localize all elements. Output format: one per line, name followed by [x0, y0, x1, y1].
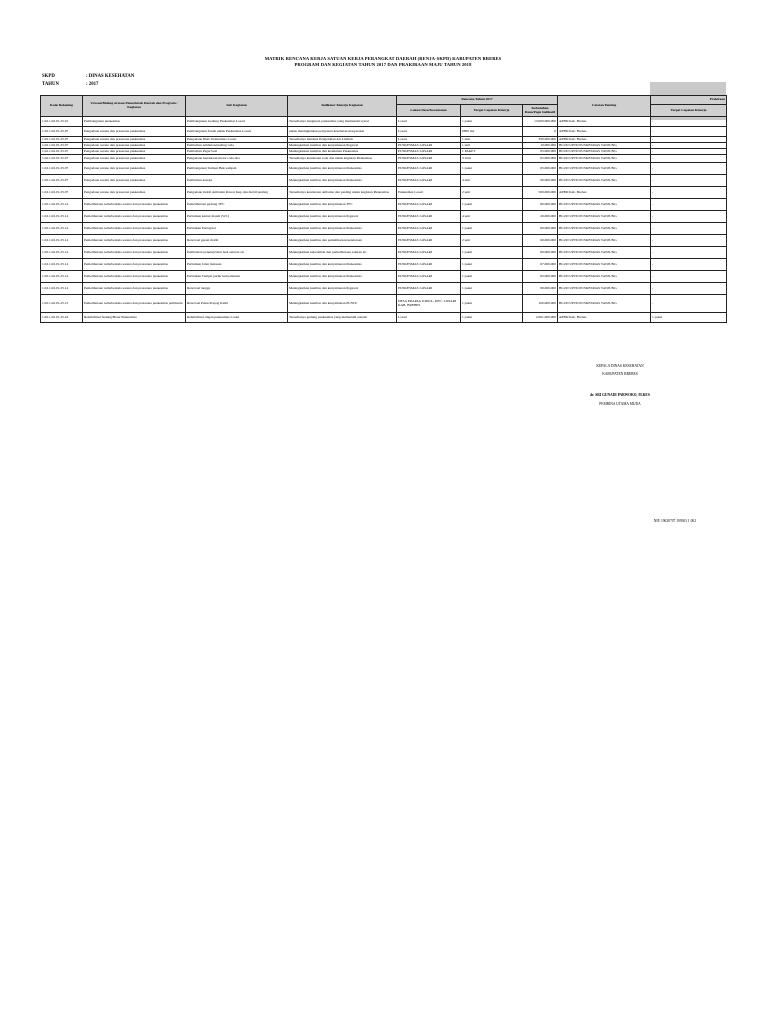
skpd-line	[42, 74, 134, 79]
cell-target: 1 unit	[461, 143, 523, 149]
signature-region: KABUPATEN BREBES	[602, 372, 638, 376]
cell-urusan: Pemeliharaan rutin/berkala sarana dan prasarana puskesmas	[83, 259, 186, 271]
cell-lokasi: PUSKESMAS LOSARI	[397, 247, 461, 259]
table-row	[41, 117, 727, 127]
table-row	[41, 313, 727, 323]
cell-kode: 1.02.1.02.01.25.07	[41, 155, 83, 163]
header-catatan: Catatan Penting	[558, 96, 651, 117]
cell-catatan: BLUD UPTD PUSKESMAS TANJUNG	[558, 271, 651, 283]
table-row	[41, 235, 727, 247]
cell-sub-kegiatan: Pengadaan kendaraan motor roda dua	[186, 155, 288, 163]
cell-indikator: Tersedianya bangunan puskesmas yang memenuhi syarat	[288, 117, 397, 127]
document-title-line2: PROGRAM DAN KEGIATAN TAHUN 2017 DAN PRAKIRAAN MAJU TAHUN 2018	[294, 62, 472, 67]
skpd-value: : DINAS KESEHATAN	[86, 74, 135, 79]
cell-indikator: Tersedianya Instalasi Pengolahan Air Limbah	[288, 137, 397, 143]
cell-target: 1 paket	[461, 163, 523, 175]
cell-urusan: Pengadaan sarana dan prasarana puskesmas	[83, 149, 186, 155]
cell-lokasi: PUSKESMAS LOSARI	[397, 271, 461, 283]
cell-target: 1 paket	[461, 271, 523, 283]
cell-target-prakiraan: -	[651, 247, 727, 259]
signature-name: dr. SRI GUNADI PARWOKO, M.KES	[590, 393, 650, 397]
cell-indikator: Tersedianya gedung puskesmas yang memenuhi standar	[288, 313, 397, 323]
cell-kode: 1.02.1.02.01.25.14	[41, 259, 83, 271]
cell-urusan: Pemeliharaan rutin/berkala sarana dan prasarana puskesmas pembantu	[83, 295, 186, 313]
cell-sub-kegiatan: Pembelian Pagar besi	[186, 149, 288, 155]
cell-urusan: Pembangunan puskesmas	[83, 117, 186, 127]
table-row	[41, 199, 727, 211]
table-row	[41, 187, 727, 199]
cell-catatan: BLUD UPTD PUSKESMAS TANJUNG	[558, 235, 651, 247]
cell-indikator: Meningkatkan kualitas dan kenyamanan Pegawai	[288, 283, 397, 295]
cell-dana: 350.000.000	[523, 137, 558, 143]
cell-lokasi: Puskesmas Losari	[397, 187, 461, 199]
tahun-label: TAHUN	[42, 82, 59, 87]
cell-catatan: BLUD UPTD PUSKESMAS TANJUNG	[558, 143, 651, 149]
cell-target-prakiraan: -	[651, 187, 727, 199]
cell-lokasi: PUSKESMAS LOSARI	[397, 143, 461, 149]
cell-indikator: Meningkatkan kualitas dan kenyamanan Puskesmas	[288, 163, 397, 175]
cell-target-prakiraan: -	[651, 117, 727, 127]
cell-target: 1 PAKET	[461, 149, 523, 155]
cell-kode: 1.02.1.02.01.25.14	[41, 199, 83, 211]
cell-urusan: Pemeliharaan rutin/berkala sarana dan prasarana puskesmas	[83, 199, 186, 211]
cell-dana: 60.000.000	[523, 235, 558, 247]
cell-kode: 1.02.1.02.01.25.14	[41, 283, 83, 295]
cell-lokasi: PUSKESMAS LOSARI	[397, 283, 461, 295]
cell-kode: 1.02.1.02.01.25.24	[41, 313, 83, 323]
cell-catatan: BLUD UPTD PUSKESMAS TANJUNG	[558, 163, 651, 175]
cell-indikator: Meningkatkan kualitas dan kenyamanan Pegawai	[288, 143, 397, 149]
table-row	[41, 283, 727, 295]
cell-indikator: Meningkatkan kualitas dan kenyamanan Puskesmas	[288, 259, 397, 271]
signature-title: KEPALA DINAS KESEHATAN	[596, 364, 644, 368]
cell-sub-kegiatan: Pembangunan Gedung Puskesmas Losari	[186, 117, 288, 127]
cell-sub-kegiatan: Perbaikan Tempat parkir kenyamanan	[186, 271, 288, 283]
cell-kode: 1.02.1.02.01.25.07	[41, 143, 83, 149]
cell-indikator: Meningkatkan kualitas dan kenyamanan PUSTU	[288, 295, 397, 313]
cell-target-prakiraan: -	[651, 199, 727, 211]
cell-target: 1 paket	[461, 117, 523, 127]
header-lokasi: Lokasi Desa/Kecamatan	[397, 105, 461, 117]
cell-target: 6800 m2	[461, 127, 523, 137]
cell-indikator: Meningkatkan kualitas dan kenyamanan TFC	[288, 199, 397, 211]
header-urusan: Urusan/Bidang urusan Pemerintah Daerah dan Program / Kegiatan	[83, 96, 186, 117]
table-row	[41, 271, 727, 283]
cell-lokasi: Losari	[397, 313, 461, 323]
cell-dana: 10.000.000	[523, 143, 558, 149]
cell-target-prakiraan: -	[651, 283, 727, 295]
cell-sub-kegiatan: Pembangunan Tanah untuk Puskesmas Losari	[186, 127, 288, 137]
header-rencana: Rencana Tahun 2017	[397, 96, 558, 105]
cell-target-prakiraan: -	[651, 175, 727, 187]
cell-urusan: Pemeliharaan rutin/berkala sarana dan prasarana puskesmas	[83, 223, 186, 235]
renja-table	[40, 95, 727, 323]
cell-target-prakiraan: -	[651, 235, 727, 247]
cell-kode: 1.02.1.02.01.25.14	[41, 247, 83, 259]
table-row	[41, 259, 727, 271]
cell-urusan: Pemeliharaan rutin/berkala sarana dan prasarana puskesmas	[83, 235, 186, 247]
cell-dana: 82.000.000	[523, 271, 558, 283]
cell-target: 1 paket	[461, 223, 523, 235]
cell-indikator: Meningkatkan kebersihan dan pemeliharaan saluran air	[288, 247, 397, 259]
cell-indikator: Meningkatkan kualitas dan kenyamanan Puskesmas	[288, 223, 397, 235]
cell-kode: 1.02.1.02.01.25.14	[41, 271, 83, 283]
cell-target: 1 paket	[461, 199, 523, 211]
cell-indikator: Tersedianya kendaraan ambulan dan pusling untuk kegiatan Puskesmas	[288, 187, 397, 199]
cell-urusan: Pengadaan sarana dan prasarana puskesmas	[83, 175, 186, 187]
header-target: Target Capaian Kinerja	[461, 105, 523, 117]
cell-dana: 100.000.000	[523, 295, 558, 313]
cell-catatan: BLUD UPTD PUSKESMAS TANJUNG	[558, 223, 651, 235]
cell-catatan: APBD Kab. Brebes	[558, 187, 651, 199]
table-row	[41, 211, 727, 223]
cell-catatan: APBD Kab. Brebes	[558, 313, 651, 323]
cell-lokasi: PUSKESMAS LOSARI	[397, 175, 461, 187]
cell-dana: 80.000.000	[523, 199, 558, 211]
table-row	[41, 295, 727, 313]
cell-dana: 85.000.000	[523, 149, 558, 155]
cell-target: 1 paket	[461, 313, 523, 323]
cell-kode: 1.02.1.02.01.25.07	[41, 149, 83, 155]
skpd-label: SKPD	[42, 74, 55, 79]
header-prakiraan: Prakiraan	[651, 96, 727, 105]
cell-kode: 1.02.1.02.01.25.07	[41, 187, 83, 199]
cell-dana: 2.061.000.000	[523, 313, 558, 323]
cell-lokasi: PUSKESMAS LOSARI	[397, 259, 461, 271]
cell-sub-kegiatan: Pembuatan penutup/talut besi saluran air	[186, 247, 288, 259]
cell-sub-kegiatan: Pengadaan IPAL Puskesmas Losari	[186, 137, 288, 143]
cell-sub-kegiatan: Renovasi tangga	[186, 283, 288, 295]
table-row	[41, 175, 727, 187]
table-row	[41, 247, 727, 259]
header-target-prakiraan: Target Capaian Kinerja	[651, 105, 727, 117]
cell-lokasi: PUSKESMAS LOSARI	[397, 155, 461, 163]
cell-target-prakiraan: -	[651, 271, 727, 283]
cell-lokasi: PUSKESMAS LOSARI	[397, 223, 461, 235]
cell-kode: 1.02.1.02.01.25.14	[41, 223, 83, 235]
cell-indikator: Meningkatkan kualitas dan kenyamanan Pegawai	[288, 211, 397, 223]
cell-target: 1 paket	[461, 259, 523, 271]
cell-sub-kegiatan: Renovasi Pustu Prapag Kidul	[186, 295, 288, 313]
cell-sub-kegiatan: Perbaikan Jalan lantasan	[186, 259, 288, 271]
cell-sub-kegiatan: Pembelian kanopi	[186, 175, 288, 187]
cell-urusan: Pemeliharaan rutin/berkala sarana dan prasarana puskesmas	[83, 271, 186, 283]
cell-urusan: Pemeliharaan rutin/berkala sarana dan prasarana puskesmas	[83, 283, 186, 295]
cell-kode: 1.02.1.02.01.25.07	[41, 137, 83, 143]
cell-target: 1 unit	[461, 137, 523, 143]
cell-target-prakiraan: 1 paket	[651, 313, 727, 323]
cell-kode: 1.02.1.02.01.25.14	[41, 211, 83, 223]
table-row	[41, 155, 727, 163]
tahun-value: : 2017	[86, 82, 99, 87]
cell-dana: 65.000.000	[523, 163, 558, 175]
table-row	[41, 127, 727, 137]
cell-target-prakiraan: -	[651, 127, 727, 137]
cell-kode: 1.02.1.02.01.25.07	[41, 127, 83, 137]
cell-indikator: untuk meningkatkan pelayanan kesehatan masyarakat	[288, 127, 397, 137]
cell-target-prakiraan: -	[651, 137, 727, 143]
cell-lokasi: Losari	[397, 127, 461, 137]
cell-urusan: Pengadaan sarana dan prasarana puskesmas	[83, 163, 186, 175]
cell-lokasi: Losari	[397, 117, 461, 127]
cell-catatan: BLUD UPTD PUSKESMAS TANJUNG	[558, 247, 651, 259]
cell-target: 1 paket	[461, 247, 523, 259]
cell-indikator: Tersedianya kendaraan roda dua untuk kegiatan Puskesmas	[288, 155, 397, 163]
cell-dana: 65.000.000	[523, 155, 558, 163]
cell-urusan: Pengadaan sarana dan prasarana puskesmas	[83, 137, 186, 143]
document-title-line1: MATRIK RENCANA KERJA SATUAN KERJA PERANGKAT DAERAH (RENJA-SKPD) KABUPATEN BREBES	[264, 56, 502, 61]
cell-urusan: Pemeliharaan rutin/berkala sarana dan prasarana puskesmas	[83, 247, 186, 259]
cell-lokasi: DESA PRAPAG KIDUL, KEC. LOSARI KAB. BREBES	[397, 295, 461, 313]
cell-dana: 60.000.000	[523, 247, 558, 259]
cell-urusan: Rehabilitasi Sedang/Berat Puskesmas	[83, 313, 186, 323]
cell-lokasi: PUSKESMAS LOSARI	[397, 211, 461, 223]
cell-target: 2 unit	[461, 235, 523, 247]
cell-target: 4 unit	[461, 211, 523, 223]
cell-target: 1 paket	[461, 295, 523, 313]
cell-lokasi: PUSKESMAS LOSARI	[397, 149, 461, 155]
cell-sub-kegiatan: Pengadaan mobil Ambulan Rawat Inap dan mobil pusling	[186, 187, 288, 199]
cell-catatan: APBD Kab. Brebes	[558, 137, 651, 143]
header-kode: Kode Rekening	[41, 96, 83, 117]
cell-dana: 67.000.000	[523, 259, 558, 271]
cell-target-prakiraan: -	[651, 223, 727, 235]
cell-kode: 1.02.1.02.01.25.07	[41, 163, 83, 175]
cell-urusan: Pemeliharaan rutin/berkala sarana dan prasarana puskesmas	[83, 211, 186, 223]
cell-urusan: Pengadaan sarana dan prasarana puskesmas	[83, 127, 186, 137]
cell-target: 4 unit	[461, 175, 523, 187]
signature-rank: PEMBINA UTAMA MUDA	[599, 402, 641, 406]
cell-dana: 500.000.000	[523, 187, 558, 199]
cell-target: 2 unit	[461, 187, 523, 199]
cell-indikator: Meningkatkan kualitas dan keamanan Puskesmas	[288, 149, 397, 155]
cell-dana: 0	[523, 127, 558, 137]
cell-target-prakiraan: -	[651, 163, 727, 175]
cell-catatan: APBD Kab. Brebes	[558, 127, 651, 137]
cell-sub-kegiatan: Pemeliharaan gedung TFC	[186, 199, 288, 211]
cell-lokasi: PUSKESMAS LOSARI	[397, 163, 461, 175]
cell-target: 1 paket	[461, 283, 523, 295]
cell-sub-kegiatan: Pembangunan Tempat Buk sampah	[186, 163, 288, 175]
table-row	[41, 223, 727, 235]
cell-sub-kegiatan: Perbaikan kamar mandi (WC)	[186, 211, 288, 223]
cell-catatan: BLUD UPTD PUSKESMAS TANJUNG	[558, 283, 651, 295]
header-sub-kegiatan: Sub Kegiatan	[186, 96, 288, 117]
cell-urusan: Pengadaan sarana dan prasarana puskesmas	[83, 187, 186, 199]
header-indikator: Indikator Kinerja Kegiatan	[288, 96, 397, 117]
cell-catatan: BLUD UPTD PUSKESMAS TANJUNG	[558, 295, 651, 313]
cell-kode: 1.02.1.02.01.25.15	[41, 295, 83, 313]
cell-kode: 1.02.1.02.01.25.07	[41, 175, 83, 187]
tahun-line	[42, 82, 98, 87]
cell-catatan: BLUD UPTD PUSKESMAS TANJUNG	[558, 199, 651, 211]
cell-indikator: Meningkatkan kualitas dan kenyamanan Puskesmas	[288, 175, 397, 187]
cell-catatan: BLUD UPTD PUSKESMAS TANJUNG	[558, 259, 651, 271]
cell-dana: 13.000.000.000	[523, 117, 558, 127]
cell-sub-kegiatan: Perbaikan Parisgrasi	[186, 223, 288, 235]
cell-kode: 1.02.1.02.01.25.14	[41, 235, 83, 247]
cell-target-prakiraan: -	[651, 149, 727, 155]
cell-lokasi: Losari	[397, 137, 461, 143]
cell-target-prakiraan: -	[651, 143, 727, 149]
cell-catatan: BLUD UPTD PUSKESMAS TANJUNG	[558, 211, 651, 223]
table-row	[41, 163, 727, 175]
signature-nip: NIP. 19620707 199303 1 002	[653, 519, 696, 523]
cell-catatan: BLUD UPTD PUSKESMAS TANJUNG	[558, 149, 651, 155]
cell-target-prakiraan: -	[651, 155, 727, 163]
cell-indikator: Meningkatkan kualitas dan kenyamanan Puskesmas	[288, 271, 397, 283]
cell-target-prakiraan: -	[651, 295, 727, 313]
cell-lokasi: PUSKESMAS LOSARI	[397, 199, 461, 211]
cell-dana: 80.000.000	[523, 283, 558, 295]
cell-catatan: BLUD UPTD PUSKESMAS TANJUNG	[558, 155, 651, 163]
cell-sub-kegiatan: Renovasi garasi mobil	[186, 235, 288, 247]
cell-catatan: APBD Kab. Brebes	[558, 117, 651, 127]
cell-dana: 90.000.000	[523, 175, 558, 187]
cell-urusan: Pengadaan sarana dan prasarana puskesmas	[83, 143, 186, 149]
table-body	[41, 117, 727, 323]
cell-target-prakiraan: -	[651, 259, 727, 271]
cell-target: 3 Unit	[461, 155, 523, 163]
cell-dana: 20.000.000	[523, 211, 558, 223]
cell-sub-kegiatan: Pembelian Ambulan/pusling roda	[186, 143, 288, 149]
header-kebutuhan: Kebutuhan Dana/Pagu Indikatif	[523, 105, 558, 117]
cell-dana: 60.000.000	[523, 223, 558, 235]
cell-indikator: Meningkatkan kualitas dan pemeliharaan kendaraan	[288, 235, 397, 247]
cell-catatan: BLUD UPTD PUSKESMAS TANJUNG	[558, 175, 651, 187]
cell-sub-kegiatan: Rehabilitasi ringan puskesmas Losari	[186, 313, 288, 323]
cell-target-prakiraan: -	[651, 211, 727, 223]
cell-urusan: Pengadaan sarana dan prasarana puskesmas	[83, 155, 186, 163]
cell-kode: 1.02.1.02.01.25.01	[41, 117, 83, 127]
cell-lokasi: PUSKESMAS LOSARI	[397, 235, 461, 247]
